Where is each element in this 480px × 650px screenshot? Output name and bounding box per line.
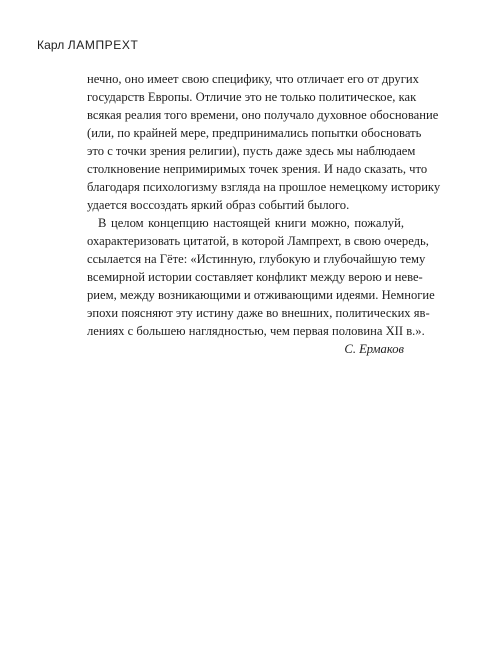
text-line: ссылается на Гёте: «Истинную, глубокую и глубочайшую тему xyxy=(87,252,426,266)
text-line: нечно, оно имеет свою специфику, что отличает его от других xyxy=(87,72,419,86)
text-line: государств Европы. Отличие это не только политическое, как xyxy=(87,90,417,104)
text-line: всякая реалия того времени, оно получало духовное обоснование xyxy=(87,108,439,122)
running-head xyxy=(37,38,138,52)
text-line: столкновение непримиримых точек зрения. И надо сказать, что xyxy=(87,162,428,176)
text-line: лениях с большею наглядностью, чем первая половина XII в.». xyxy=(87,324,425,338)
text-line: В целом концепцию настоящей книги можно, пожалуй, xyxy=(98,216,404,230)
text-line: всемирной истории составляет конфликт между верою и неве- xyxy=(87,270,423,284)
author-first-name: Карл xyxy=(37,38,65,52)
text-line: рием, между возникающими и отживающими идеями. Немногие xyxy=(87,288,435,302)
paragraph-2 xyxy=(87,214,435,340)
text-line: (или, по крайней мере, предпринимались попытки обосновать xyxy=(87,126,422,140)
text-line: охарактеризовать цитатой, в которой Лампрехт, в свою очередь, xyxy=(87,234,429,248)
body-text xyxy=(87,70,441,358)
author-surname: ЛАМПРЕХТ xyxy=(67,38,139,52)
text-line: это с точки зрения религии), пусть даже здесь мы наблюдаем xyxy=(87,144,416,158)
text-line: благодаря психологизму взгляда на прошлое немецкому историку xyxy=(87,180,441,194)
text-line: эпохи поясняют эту истину даже во внешних, политических яв- xyxy=(87,306,430,320)
signature: С. Ермаков xyxy=(344,342,404,356)
paragraph-1 xyxy=(87,70,441,214)
text-line: удается воссоздать яркий образ событий былого. xyxy=(87,198,350,212)
